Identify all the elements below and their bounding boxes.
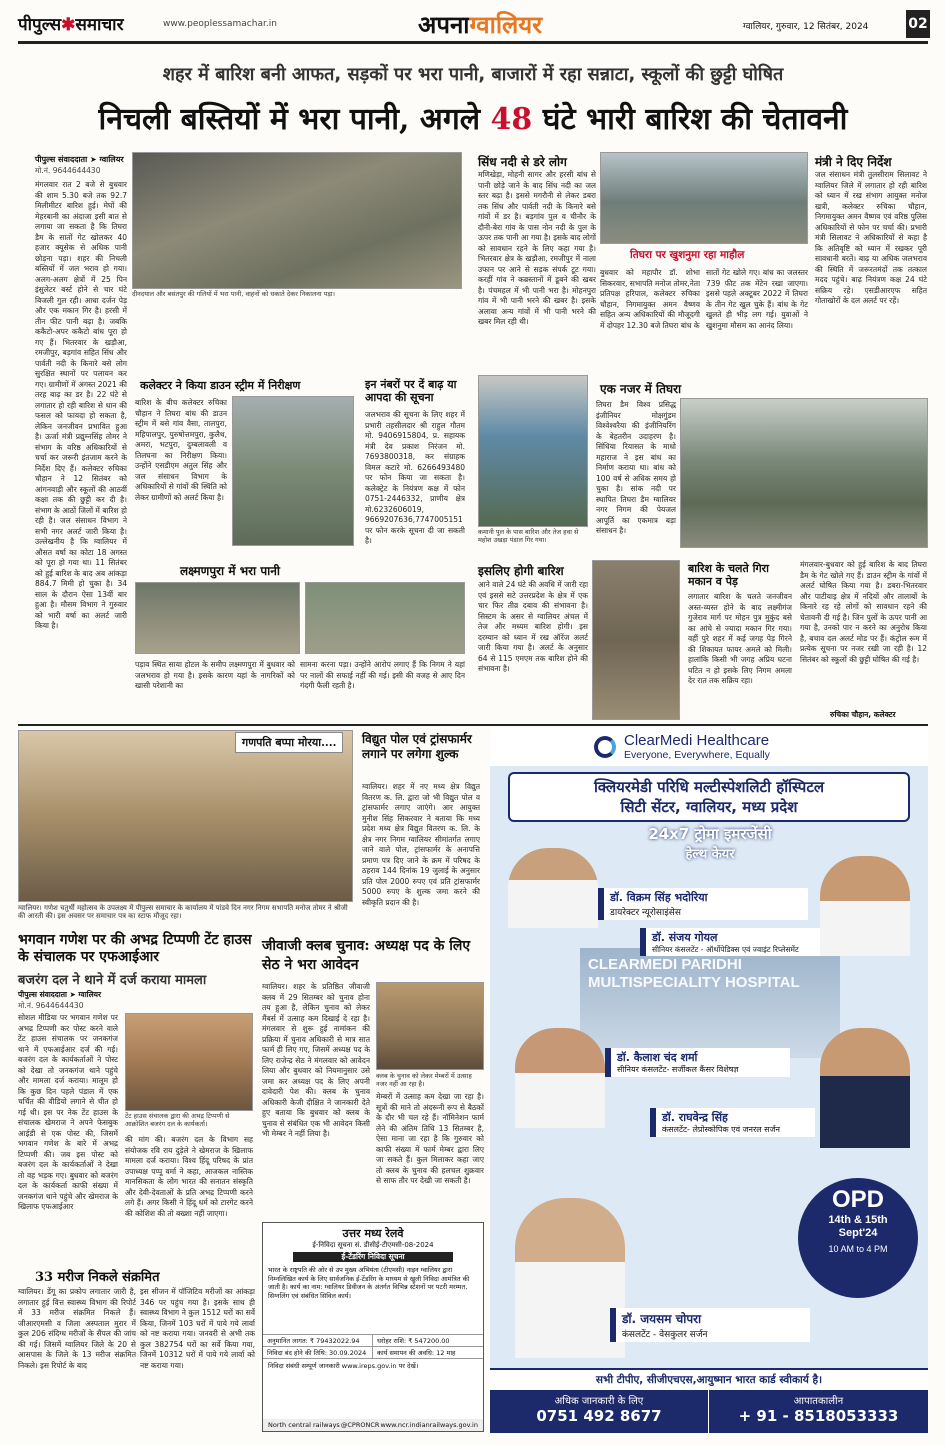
laxman-body-right: सामना करना पड़ा। उन्होंने आरोप लगाए हैं कि निगम ने यहां पर नालों की सफाई नहीं की गई। इसी की वजह से आए दिन गंदगी फैली रहती है। xyxy=(300,660,465,690)
lead-kicker: शहर में बारिश बनी आफत, सड़कों पर भरा पानी, बाजारों में रहा सन्नाटा, स्कूलों की छुट्टी घोषित xyxy=(162,64,784,85)
ganesh-photo-caption: टेंट हाउस संचालक द्वारा की अभद्र टिप्पणी से आक्रोशित बजरंग दल के कार्यकर्ता। xyxy=(125,1112,230,1128)
glance-photo xyxy=(680,398,928,548)
railway-period: कार्य समापन की अवधि: 12 माह xyxy=(377,1349,456,1357)
ganesh-subhead: बजरंग दल ने थाने में दर्ज कराया मामला xyxy=(18,973,207,988)
electric-headline: विद्युत पोल एवं ट्रांसफार्मर लगाने पर लगेगा शुल्क xyxy=(362,732,472,761)
opd-badge: OPD 14th & 15th Sept'24 10 AM to 4 PM xyxy=(798,1178,918,1298)
ganesh-body: सोशल मीडिया पर भगवान गणेश पर अभद्र टिप्पणी कर पोस्ट करने वाले टेंट हाउस संचालक पर जनकगंज थाने में एफआईआर दर्ज की गई। बजरंग दल के कार्यकर्ताओं ने पोस्ट को देखा तो जनकगंज थाने पहुंचे और मामला दर्ज कराया। मालूम हो कि कुछ दिन पहले पंडाल में एक चर्चित की वीडियो लगाने से चीत हो गई थी। इस पर नेक टेंट हाउस के संचालक खेमराज ने अपने फेसबुक आईडी से एक पोस्ट की, जिसमें भगवान गणेश के बारे में अभद्र टिप्पणी की। जब इस पोस्ट को बजरंग दल के कार्यकर्ताओं ने देखा तो वह भड़क गए। बुधवार को बजरंग दल के कार्यकर्ता काफी संख्या में जनकगंज थाने पहुंचे और खेमराज के खिलाफ एफआईआर xyxy=(18,1013,118,1211)
lead-headline-number: 48 xyxy=(490,102,533,137)
laxman-body-left: पड़ाव स्थित साया होटल के समीप लक्ष्मणपुरा में बुधवार को जलभराव हो गया है। इसके कारण यहां के नागरिकों को खासी परेशानी का xyxy=(135,660,295,690)
numbers-headline: इन नंबरों पर दें बाढ़ या आपदा की सूचना xyxy=(365,378,457,404)
ad-hospital-name: क्लियरमेडी परिधि मल्टीस्पेशलिटी हॉस्पिटल सिटी सेंटर, ग्वालियर, मध्य प्रदेश xyxy=(508,772,910,822)
ganpati-photo xyxy=(18,730,353,902)
doctor-card-5: डॉ. जयसम चोपरा कंसलटेंट - वेसकुलर सर्जन xyxy=(610,1308,810,1342)
sindh-body: मणिखेड़ा, मोहनी सागर और हरसी बांध से पानी छोड़े जाने के बाद सिंध नदी का जल स्तर बढ़ा है। इससे मगरौनी से लेकर डबरा तक सिंध और पार्वती नदी के किनारे बसे गांवों में डर है। बड़गांव पुल व चीनौर के दौनी-बेरा गांव के पास नोन नदी के पुल के ऊपर तक पानी आ गया है। इसके बाद लोगों को सावधान रहने के लिए कहा गया है। भितरवार क्षेत्र के खड़ौआ, रमजीपुर में नाला उफान पर आने से सड़क संपर्क टूट गया। करहीं गांव ने कब्रस्तानों में डूबने की खबर है। पंचमहल में भी पानी भरा है। मोहनपुरा गांव में भी पानी भरने की खबर है। इसके अलावा अन्य गांवों में भी पानी भरने की खबर मिल रही थी। xyxy=(478,170,596,326)
ganesh-mobile: मो.नं. 9644644430 xyxy=(18,1001,84,1010)
ganesh-photo xyxy=(125,1013,253,1111)
section-title-2: ग्वालियर xyxy=(469,10,543,39)
laxman-photo2 xyxy=(305,582,465,654)
railway-close-date: निविदा बंद होने की तिथि: 30.09.2024 xyxy=(263,1347,373,1358)
ad-info-phone[interactable]: 0751 492 8677 xyxy=(536,1407,662,1425)
section-divider xyxy=(18,724,928,726)
house-body: लगातार बारिश के चलते जनजीवन अस्त-व्यस्त होने के बाद लक्ष्मीगंज गुजेराव मार्ग पर मोहन पुत्र मुकुंद बसे का आंचे से ज्यादा मकान गिर गया। वहीं पुरे शहर में कई जगह पेड़ गिरने की शिकायत फायर अमले को मिली। हालांकि किसी भी जगह अप्रिय घटना घटित न हो इसके लिए निगम अमला देर रात तक सक्रिय रहा। xyxy=(688,592,792,685)
ad-contact-bar xyxy=(490,1390,928,1433)
collector-body: बारिश के बीच कलेक्टर रुचिका चौहान ने तिघरा बांध की डाउन स्ट्रीम में बसे गांव वैसा, तालपुरा, महिपालपुर, पुरुषोत्तमपुरा, कुलैथ, अमरा, भटपुरा, दुम्बलावली व तिलघना का निरीक्षण किया। उन्होंने एसडीएम अतुल सिंह और जल संसाधन विभाग के अधिकारियों से गांवों की स्थिति को लेकर ग्रामीणों को अलर्ट किया है। xyxy=(135,398,227,502)
house-photo xyxy=(592,560,680,720)
railway-body: भारत के राष्ट्रपति की ओर से उप मुख्य अभियंता (टीएमसी) नाइन ग्वालियर द्वारा निम्नलिखित कार्य के लिए सार्वजनिक ई-टेंडरिंग के माध्यम से खुली निविदा आमंत्रित की जाती है। कार्य का नाम: ग्वालियर डिवीजन के अंतर्गत विभिन्न स्टेशनों पर पटरी मरम्मत, सिग्नलिंग एवं संबंधित सिविल कार्य। xyxy=(268,1266,470,1300)
railway-notice-title: ई-टेंडरिंग निविदा सूचना xyxy=(293,1252,453,1262)
lead-body: मंगलवार रात 2 बजे से बुधवार की शाम 5.30 बजे तक 92.7 मिलीमीटर बारिश हुई। मेघों की मेहरबानी का अंदाजा इसी बात से लगाया जा सकता है कि तिघरा डैम के सातों गेट खोलकर 40 हजार क्यूसेक से अधिक पानी छोड़ना पड़ा। शहर की निचली बस्तियों में जल भराव हो गया। अलग-अलग क्षेत्रों में 25 पिन इंसुलेटर बर्स्ट होने से चार घंटे बिजली गुल रही। आधा दर्जन पेड़ और एक मकान गिर है। हरसी में तीन फीट पानी बढ़ा है। जबकि ककैटो-अपर ककैटो बांध पूरा हो गए हैं। भितरवार के खड़ौआ, रमजीपुर, बड़गांव सहित सिंध और पार्वती नदी के किनारे बसे लोग सुरक्षित स्थानों पर पलायन कर गए। ग्रामीणों में अगस्त 2021 की तरह बाढ़ का डर है। 22 घंटे से लगातार हो रही बारिश से धान की फसल को फायदा हो सकता है, लेकिन जनजीवन प्रभावित हुआ है। ऊर्जा मंत्री प्रद्युम्नसिंह तोमर ने संभाग के वरिष्ठ अधिकारियों से चर्चा कर जरूरी इंतजाम करने के निर्देश दिए हैं। कलेक्टर रुचिका चौहान ने 12 सितंबर को आंगनवाड़ी और स्कूलों की आठवीं कक्षा तक की छुट्टी कर दी है। संभाग के आठों जिलों में बारिश हो रही है। जल संसाधन विभाग ने सभी नगर अलर्ट जारी किया है। उल्लेखनीय है कि ग्वालियर में औसत वर्षा का कोटा 18 अगस्त को पूरा हो गया था। 11 सितंबर को हुई बारिश के बाद अब आंकड़ा 884.7 मिमी हो चुका है। 34 साल के दौरान ऐसा 13वीं बार हुआ है। मौसम विभाग ने गुरुवार को भारी वर्षा का अलर्ट जारी किया है। xyxy=(35,180,127,630)
brand-name-part2: समाचार xyxy=(75,15,124,35)
jiwaji-headline: जीवाजी क्लब चुनाव: अध्यक्ष पद के लिए सेठ ने भरा आवेदन xyxy=(262,938,471,973)
sindh-headline: सिंध नदी से डरे लोग xyxy=(478,155,567,169)
jiwaji-body: ग्वालियर। शहर के प्रतिष्ठित जीवाजी क्लब में 29 सितम्बर को चुनाव होना तय हुआ है, लेकिन चुनाव को लेकर मैंबर्स में उत्साह कम दिखाई दे रहा है। मंगलवार से शुरू हुई नामांकन की प्रक्रिया में चुनाव अधिकारी से मात्र सात फार्म ही लिए गए, जिसमें अध्यक्ष पद के लिए राजेन्द्र सेठ ने मंगलवार को आवेदन लिया और बुधवार को नियमानुसार उसे जमा कर अध्यक्ष पद के लिए अपनी दावेदारी पेश की। क्लब के चुनाव अधिकारी केजी दीक्षित ने जानकारी देते हुए बताया कि बुधवार को क्लब के चुनाव से संबंधित एक भी आवेदन किसी भी मेम्बर ने नहीं लिया है। xyxy=(262,982,370,1138)
railway-handle: @CPRONCR xyxy=(340,1421,380,1429)
ganpati-banner: गणपति बप्पा मोरया.... xyxy=(235,732,343,753)
minister-body: जल संसाधन मंत्री तुलसीराम सिलावट ने ग्वालियर जिले में लगातार हो रही बारिश को ध्यान में रख संभाग आयुक्त मनोज खत्री, कलेक्टर रुचिका चौहान, निगमायुक्त अमन वैष्णव एवं वरिष्ठ पुलिस अधिकारियों से फोन पर चर्चा की। प्रभारी मंत्री सिलावट ने अधिकारियों से कहा है कि अतिवृष्टि को ध्यान में रखकर पूरी सावधानी बरतें। बाढ़ या अधिक जलभराव की स्थिति में जरूरतमंदों तक तत्काल मदद पहुंचे। बाढ़ नियंत्रण कक्ष 24 घंटे सक्रिय रहे। एसडीआरएफ सहित गोताखोरों के दल अलर्ट पर रहें। xyxy=(815,170,927,305)
railway-notice xyxy=(262,1222,484,1432)
collector-photo xyxy=(232,396,354,546)
ad-building: CLEARMEDI PARIDHI MULTISPECIALITY HOSPITAL xyxy=(580,948,840,1058)
doctor-photo-3 xyxy=(515,1028,605,1128)
holiday-body: आने वाले 24 घंटे की अवधि में जारी रहा एवं इससे सटे उत्तरप्रदेश के क्षेत्र में एक चार फिर तीव्र दबाव की संभावना है। सिस्टम के असर से ग्वालियर अंचल में तेज और मध्यम बारिश होगी। इस दरम्यान को ध्यान में रख ऑरेंज अलर्ट जारी किया गया है। अलर्ट के अनुसार 64 से 115 एमएम तक बारिश होने की संभावना है। xyxy=(478,580,588,673)
railway-footer-note: निविदा संबंधी सम्पूर्ण जानकारी www.ireps.gov.in पर देखें। xyxy=(268,1362,419,1370)
jiwaji-photo xyxy=(376,982,484,1070)
brand-name-part1: पीपुल्स xyxy=(18,15,62,35)
railway-cost: अनुमानित लागत: ₹ 79432022.94 xyxy=(263,1335,373,1346)
electric-body: ग्वालियर। शहर में नए मध्य क्षेत्र विद्युत वितरण क. लि. द्वारा जो भी विद्युत पोल व ट्रांसफार्मर लगाए जाएंगे। आर आयुक्त मुनीश सिंह सिकरवार ने बताया कि मध्य प्रदेश मध्य क्षेत्र विद्युत वितरण क. लि. के क्षेत्र नगर निगम ग्वालियर सीमांतर्गत लगाए जाने वाले पोल, ट्रांसफार्मर के अनापत्ति प्रमाण पत्र दिए जाने के क्रम में परिषद के ठहराव 144 दिनांक 19 जुलाई के अनुसार प्रति पोल 2000 रुपए एवं प्रति ट्रांसफार्मर 5000 रुपए के शुल्क जमा करने की स्वीकृति प्रदान की है। xyxy=(362,782,480,907)
collector-quote-signature: रुचिका चौहान, कलेक्टर xyxy=(830,710,896,719)
ad-tagline: Everyone, Everywhere, Equally xyxy=(624,749,770,761)
minister-headline: मंत्री ने दिए निर्देश xyxy=(815,155,892,169)
lead-mobile: मो.नं. 9644644430 xyxy=(35,166,101,175)
holiday-headline: इसलिए होगी बारिश xyxy=(478,564,564,578)
railway-subtitle: ई-निविदा सूचना सं. डीसीई-टीएमसी-08-2024 xyxy=(312,1241,434,1249)
lead-headline: निचली बस्तियों में भरा पानी, अगले 48 घंटे भारी बारिश की चेतावनी xyxy=(98,102,848,137)
ad-trauma: 24x7 ट्रोमा इमरजेंसी हेल्थ केयर xyxy=(648,825,772,862)
ganesh-headline: भगवान गणेश पर की अभद्र टिप्पणी टेंट हाउस के संचालक पर एफआईआर xyxy=(18,932,252,965)
lead-photo xyxy=(132,152,462,289)
kamani-photo-caption: कमानी पुल के पास बारिश और तेज हवा से महोश उखड़ा पंडाल गिर गया। xyxy=(478,528,579,544)
lead-byline: पीपुल्स संवाददाता ➤ ग्वालियर xyxy=(35,155,124,164)
doctor-card-1: डॉ. विक्रम सिंह भदोरिया डायरेक्टर न्यूरोसाइंसेस xyxy=(598,888,808,920)
house-headline: बारिश के चलते गिरा मकान व पेड़ xyxy=(688,562,769,588)
ad-info-label: अधिक जानकारी के लिए xyxy=(554,1396,644,1407)
doctor-photo-1 xyxy=(508,848,598,928)
doctor-card-3: डॉ. कैलाश चंद शर्मा सीनियर कंसलटेंट- सर्जीकल कैंसर विशेषज्ञ xyxy=(605,1048,790,1077)
railway-title: उत्तर मध्य रेलवे xyxy=(342,1227,404,1240)
tighra-body-left: बुधवार को महापौर डॉ. शोभा सिकरवार, सभापति मनोज तोमर,नेता प्रतिपक्ष हरिपाल, कलेक्टर रुचिका चौहान, निगमायुक्त अमन वैष्णव सहित अन्य अधिकारियों की मौजूदगी में दोपहर 12.30 बजे तिघरा बांध के xyxy=(600,268,700,330)
ad-emergency-phone[interactable]: + 91 - 8518053333 xyxy=(738,1407,899,1425)
tighra-body-right: सातों गेट खोले गए। बांध का जलस्तर 739 फीट तक मेंटेन रखा जाएगा। इससे पहले अक्टूबर 2022 में तिघरा के तीन गेट खुल चुके हैं। बांध के गेट खुलते ही भीड़ लग गई। युवाओं ने खुशनुमा मौसम का आनंद लिया। xyxy=(706,268,808,330)
doctor-card-4: डॉ. राघवेन्द्र सिंह कंसलटेंट- लेप्रोस्कोपिक एवं जनरल सर्जन xyxy=(650,1108,815,1137)
ganpati-caption: ग्वालियर। गणेश चतुर्थी महोत्सव के उपलक्ष्य में पीपुल्स समाचार के कार्यालय में पांडवे दिन नगर निगम सभापति मनोज तोमर ने श्रीजी की आरती की। इस अवसर पर समाचार पत्र का स्टाफ मौजूद रहा। xyxy=(18,904,348,920)
dengue-body2: इस सीजन में पॉजिटिव मरीजों का आंकड़ा 346 पर पहुंच गया है। इसके साथ ही स्वास्थ्य विभाग ने कुल 1512 घरों का सर्वे किया, जिनमें 103 घरों में पाये गये लार्वा को नष्ट कराया गया। जनवरी से अभी तक कुल 382754 घरों का सर्वे किया गया, जिनमें 10312 घरों में पाये गये लार्वा को नष्ट कराया गया। xyxy=(140,1287,255,1370)
jiwaji-photo-caption: क्लब के चुनाव को लेकर मेम्बरों में उत्साह नजर नहीं आ रहा है। xyxy=(376,1072,472,1088)
tighra-photo-caption: तिघरा पर खुशनुमा रहा माहौल xyxy=(630,249,745,261)
collector-headline: कलेक्टर ने किया डाउन स्ट्रीम में निरीक्षण xyxy=(140,379,301,392)
laxman-headline: लक्ष्मणपुरा में भरा पानी xyxy=(180,564,281,578)
dengue-headline: 33 मरीज निकले संक्रमित xyxy=(35,1270,160,1285)
kamani-photo xyxy=(478,375,588,527)
numbers-body: जलभराव की सूचना के लिए शहर में प्रभारी तहसीलदार श्री राहुल गौतम मो. 9406915804, प्र. सहायक मंत्री देव प्रकाश निरंजन मो. 7693800318, कर संग्राहक विमल कटारे मो. 6266493480 पर फोन किया जा सकता है। कलेक्ट्रेट के नियंत्रण कक्ष में फोन 0751-2446332, प्राणीय क्षेत्र मो.6232606019, 9669207636,7747005151 पर फोन करके सूचना दी जा सकती है। xyxy=(365,410,465,545)
clearmedi-ad xyxy=(490,728,928,1433)
railway-web: www.ncr.indianrailways.gov.in xyxy=(380,1421,478,1429)
dateline: ग्वालियर, गुरुवार, 12 सितंबर, 2024 xyxy=(743,22,869,32)
lead-photo-caption: दीनदयाल और बसंतपुर की गलियों में भरा पानी, वाहनों को धकाते देकर निकालना पड़ा। xyxy=(132,290,335,298)
dengue-body: ग्वालियर। डेंगू का प्रकोप लगातार जारी है, लगातार हुई वित्त स्वास्थ्य विभाग की रिपोर्ट में 33 मरीज संक्रमित निकले हैं। जीआरएमसी व जिला अस्पताल मुरार में कुल 206 संदिग्ध मरीजों के सैंपल की जांच की गई। जिसमें ग्वालियर जिले के 20 से आसपास के जिले के 13 मरीज संक्रमित निकले। इस रिपोर्ट के बाद xyxy=(18,1287,136,1370)
ad-brand: ClearMedi Healthcare xyxy=(624,732,770,749)
ad-header xyxy=(490,728,928,766)
doctor-photo-2 xyxy=(820,856,910,956)
ad-cards-strip: सभी टीपीए, सीजीएचएस,आयुष्मान भारत कार्ड स्वीकार्य है। xyxy=(490,1368,928,1390)
ganesh-body2: की मांग की। बजरंग दल के विभाग सह संयोजक रवि राय दुड़ेले ने खेमराज के खिलाफ मामला दर्ज कराया। विश्व हिंदू परिषद के प्रांत उपाध्यक्ष पप्पू वर्मा ने कहा, आजकल नास्तिक मानसिकता के लोग भारत की सनातन संस्कृति और देवी-देवताओं के प्रति अभद्र टिप्पणी करने लगे हैं। अगर किसी ने हिंदू धर्म को टारगेट करने की कोशिश की तो बख्शा नहीं जाएगा। xyxy=(125,1135,253,1218)
page-number: 02 xyxy=(906,10,930,38)
railway-twitter: North central railways xyxy=(268,1421,340,1429)
railway-emd: धरोहर राशि: ₹ 547200.00 xyxy=(377,1337,450,1345)
doctor-photo-5 xyxy=(515,1198,625,1358)
ad-emergency-label: आपातकालीन xyxy=(793,1396,844,1407)
ad-logo-icon xyxy=(594,736,616,758)
glance-headline: एक नजर में तिघरा xyxy=(600,382,682,396)
section-title-1: अपना xyxy=(418,10,470,39)
collector-quote-body: मंगलवार-बुधवार को हुई बारिश के बाद तिघरा डैम के गेट खोले गए हैं। डाउन स्ट्रीम के गांवों में अलर्ट घोषित किया गया है। डबरा-भितरवार और पाटीयाइ क्षेत्र में नदियों और तालाबों के किनारे रह रहे लोगों को सावधान रहने की चेतावनी दी गई है। जिन पुलों के ऊपर पानी आ गया है, उनको पार न करने का अनुरोध किया है, बचाव दल अलर्ट मोड पर हैं। कंट्रोल रूम में प्रत्येक सूचना पर नजर रखी जा रही है। 12 सितंबर को स्कूलों की छुट्टी घोषित की गई है। xyxy=(800,560,927,664)
glance-body: तिघरा डैम विश्व प्रसिद्ध इंजीनियर मोक्षगुंडम विश्वेश्वरैया की इंजीनियरिंग के बेहतरीन उदाहरण है। सिंधिया रियासत के माधो महाराज ने इस बांध का निर्माण कराया था। बांध को 100 वर्ष से अधिक समय हो चुका है। सांक नदी पर स्थापित तिघरा डैम ग्वालियर नगर निगम की पेयजल आपूर्ति का एकमात्र बड़ा संसाधन है। xyxy=(596,400,676,535)
masthead: पीपुल्स✱समाचार www.peoplessamachar.in अपनाग्वालियर ग्वालियर, गुरुवार, 12 सितंबर, 2024 02 xyxy=(18,10,928,44)
ganesh-byline: पीपुल्स संवाददाता ➤ ग्वालियर xyxy=(18,990,102,999)
laxman-photo xyxy=(135,582,300,654)
jiwaji-body2: मेम्बरों में उत्साह कम देखा जा रहा है। सूत्रों की माने तो अंदरूनी रूप से बैठकों के दौर भी चल रहे हैं। नॉमिनेशन फार्म लेने की अंतिम तिथि 13 सितम्बर है, ऐसा माना जा रहा है कि गुरुवार को काफी संख्या में फार्म मेम्बर द्वारा लिए जा सकते हैं। कुल मिलाकर कहा जाए तो क्लब के चुनाव की हलचल शुक्रवार से साफ तौर पर देखी जा सकती है। xyxy=(376,1092,484,1185)
tighra-photo xyxy=(600,152,808,244)
doctor-card-2: डॉ. संजय गोयल सीनियर कंसलटेंट - ऑर्थोपेडिक्स एवं ज्वाइंट रिप्लेसमेंट xyxy=(640,928,820,956)
website: www.peoplessamachar.in xyxy=(163,19,277,29)
doctor-photo-4 xyxy=(820,1028,910,1148)
